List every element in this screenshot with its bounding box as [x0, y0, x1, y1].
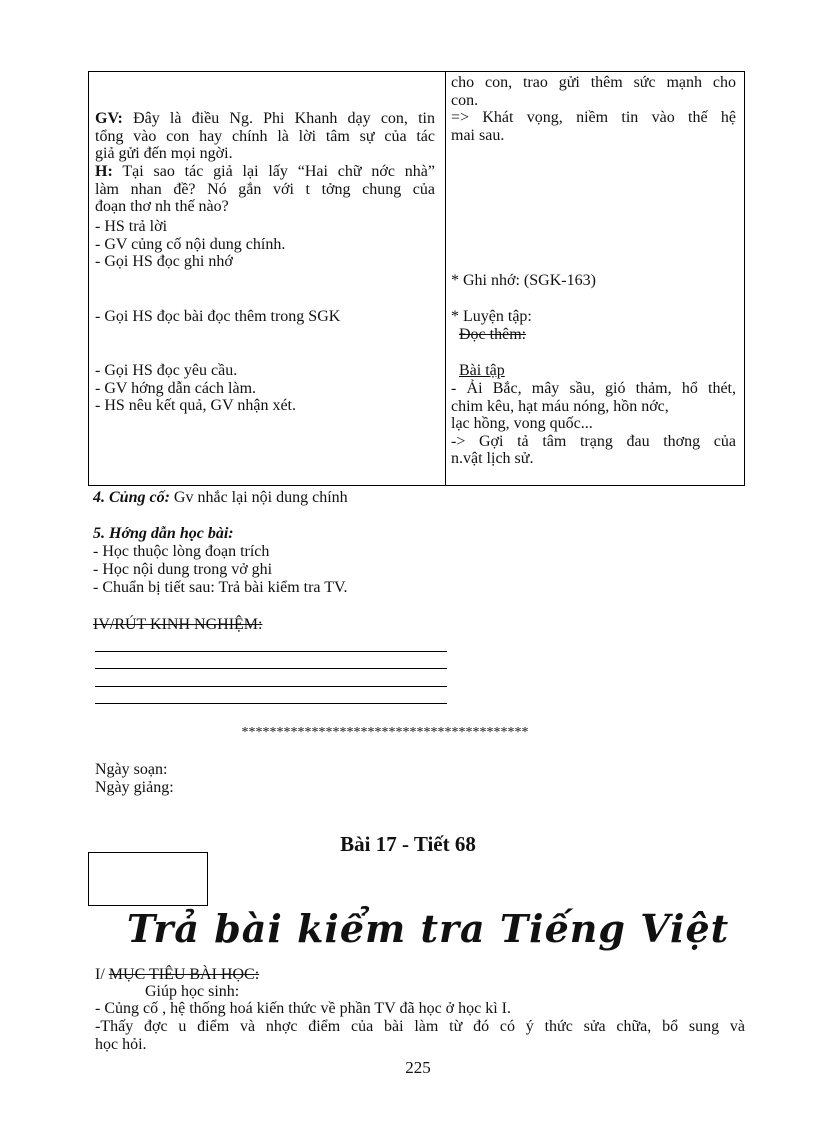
steps-block-2 [95, 308, 435, 326]
bai-tap-line: n.vật lịch sử. [451, 450, 534, 467]
gv-text: Đây là điều Ng. Phi Khanh dạy con, tin [133, 110, 436, 127]
right-text-line: mai sau. [451, 126, 505, 144]
h-text: Tại sao tác giả lại lấy “Hai chữ nớc nhà” [122, 163, 436, 180]
step-item: - Gọi HS đọc yêu cầu. [95, 362, 238, 379]
step-item: - GV củng cố nội dung chính. [95, 235, 286, 253]
bai-tap-line: -> Gợi tả tâm trạng đau thơng của [451, 432, 736, 450]
objectives-label: MỤC TIÊU BÀI HỌC: [108, 966, 260, 983]
section-4-text: Gv nhắc lại nội dung chính [173, 489, 348, 506]
section-iv-label: IV/RÚT KINH NGHIỆM: [93, 616, 263, 633]
step-item: - GV hớng dẫn cách làm. [95, 379, 257, 397]
ngay-giang: Ngày giảng: [95, 779, 174, 796]
section-5-label: 5. Hớng dẫn học bài: [93, 525, 234, 542]
page-number: 225 [405, 1058, 431, 1077]
right-text-line: => Khát vọng, niềm tin vào thế hệ [451, 109, 736, 126]
lesson-heading: Bài 17 - Tiết 68 [340, 832, 476, 856]
step-item: - Gọi HS đọc bài đọc thêm trong SGK [95, 308, 341, 325]
section-5-item: - Học thuộc lòng đoạn trích [93, 543, 270, 560]
lesson-title: Trả bài kiểm tra Tiếng Việt [126, 906, 730, 951]
objective-item-cont: học hỏi. [95, 1036, 147, 1053]
h-text-line: làm nhan đề? Nó gắn với t tởng chung của [95, 180, 435, 198]
section-4 [93, 489, 348, 507]
bai-tap-line: lạc hồng, vong quốc... [451, 415, 593, 432]
gv-question-block [95, 110, 435, 163]
empty-box [88, 852, 208, 906]
blank-rule [95, 703, 447, 704]
bai-tap-block [451, 380, 736, 468]
blank-rule [95, 651, 447, 652]
lesson-table [88, 71, 745, 486]
h-label: H: [95, 163, 113, 180]
objective-item: -Thấy đợc u điểm và nhợc điểm của bài làm từ đó có ý thức sửa chữa, bổ sung và [95, 1018, 745, 1035]
blank-rule [95, 686, 447, 687]
h-question-block [95, 163, 435, 216]
step-item: - Gọi HS đọc ghi nhớ [95, 253, 233, 270]
ngay-soan: Ngày soạn: [95, 761, 168, 778]
steps-block-3 [95, 362, 435, 415]
gv-text-line: tổng vào con hay chính là lời tâm sự của tác [95, 127, 435, 145]
h-text-line: đoạn thơ nh thế nào? [95, 198, 229, 215]
luyen-tap: * Luyện tập: [451, 308, 532, 325]
section-5-item: - Học nội dung trong vở ghi [93, 561, 273, 578]
table-column-divider [445, 72, 446, 485]
objectives-heading [95, 966, 259, 984]
step-item: - HS trả lời [95, 218, 168, 235]
gv-text-line: giả gửi đến mọi ngời. [95, 145, 233, 162]
section-5-item: - Chuẩn bị tiết sau: Trả bài kiểm tra TV. [93, 579, 348, 596]
star-separator: ***************************************** [241, 725, 529, 740]
bai-tap-heading: Bài tập [459, 362, 505, 379]
ghi-nho: * Ghi nhớ: (SGK-163) [451, 272, 596, 289]
objective-item: - Củng cố , hệ thống hoá kiến thức về phần TV đã học ở học kì I. [95, 1000, 512, 1017]
step-item: - HS nêu kết quả, GV nhận xét. [95, 397, 296, 414]
right-text-line: cho con, trao gửi thêm sức mạnh cho [451, 74, 736, 91]
section-4-label: 4. Củng cố: [93, 489, 170, 506]
bai-tap-line: chim kêu, hạt máu nóng, hồn nớc, [451, 397, 669, 415]
blank-rule [95, 668, 447, 669]
right-top-block [451, 74, 736, 144]
objectives-prefix: I/ [95, 966, 105, 983]
right-text-line: con. [451, 91, 479, 109]
steps-block-1 [95, 218, 435, 271]
doc-them-heading: Đọc thêm: [459, 326, 527, 343]
gv-label: GV: [95, 110, 123, 127]
objectives-intro: Giúp học sinh: [145, 983, 240, 1000]
bai-tap-line: - Ải Bắc, mây sầu, gió thảm, hổ thét, [451, 380, 736, 397]
